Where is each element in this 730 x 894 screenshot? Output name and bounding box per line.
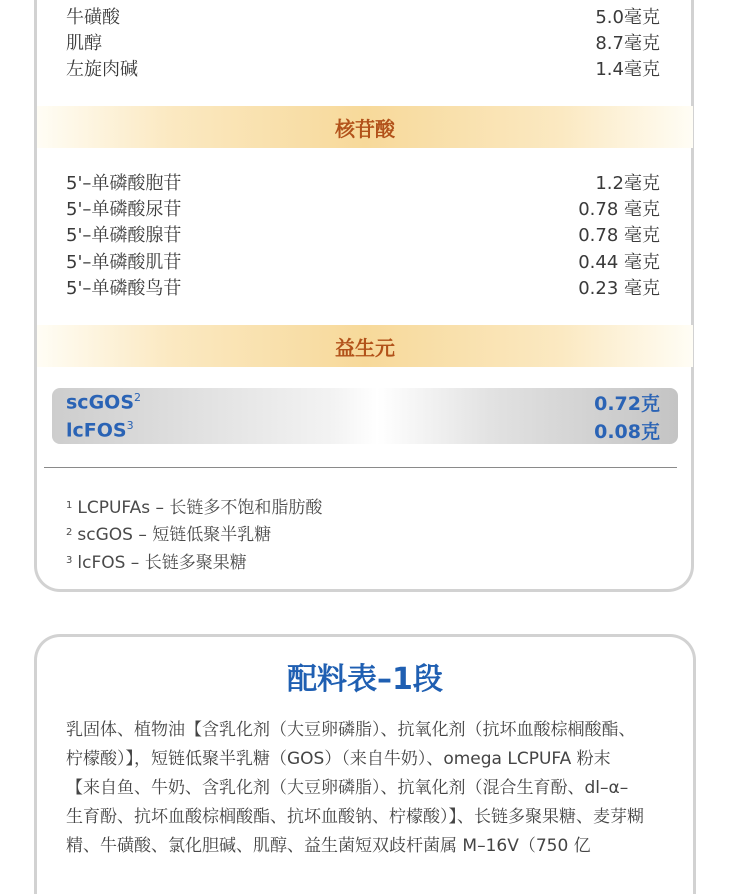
section-header-nucleotides [37, 106, 693, 148]
nutrient-name: 5'–单磷酸腺苷 [66, 225, 182, 246]
section-title: 核苷酸 [335, 116, 395, 141]
nutrient-row-carnitine [66, 55, 660, 81]
ingredients-line: 乳固体、植物油【含乳化剂（大豆卵磷脂）、抗氧化剂（抗坏血酸棕榈酸酯、 [66, 720, 636, 740]
footnote-number: 3 [66, 554, 73, 566]
nucleotide-row [66, 169, 660, 195]
footnote-ref: 2 [134, 390, 142, 404]
footnote-number: 2 [66, 526, 73, 538]
nutrient-value: 0.78 毫克 [578, 199, 660, 220]
nutrient-name: 左旋肉碱 [66, 59, 138, 80]
footnote [66, 493, 322, 517]
ingredients-line: 精、牛磺酸、氯化胆碱、肌醇、益生菌短双歧杆菌属 M–16V（750 亿 [66, 836, 591, 856]
ingredients-line: 柠檬酸）】，短链低聚半乳糖（GOS）（来自牛奶）、omega LCPUFA 粉末 [66, 749, 611, 769]
nucleotide-row [66, 195, 660, 221]
footnote-number: 1 [66, 499, 73, 511]
prebiotic-value: 0.72克 [594, 392, 660, 415]
footnote [66, 548, 247, 572]
prebiotic-name: scGOS$^2$ [66, 390, 142, 414]
ingredients-title: 配料表–1段 [287, 662, 443, 697]
footnote-ref: 3 [126, 418, 134, 432]
nutrient-name: 5'–单磷酸胞苷 [66, 173, 182, 194]
footnote-text: LCPUFAs – 长链多不饱和脂肪酸 [77, 497, 323, 518]
nutrient-name: 5'–单磷酸尿苷 [66, 199, 182, 220]
ingredients-line: 生育酚、抗坏血酸棕榈酸酯、抗坏血酸钠、柠檬酸）】、长链多聚果糖、麦芽糊 [66, 807, 644, 827]
nutrient-value: 1.2毫克 [595, 173, 660, 194]
nutrient-value: 0.44 毫克 [578, 252, 660, 273]
prebiotic-row-lcfos [66, 417, 660, 443]
section-title: 益生元 [335, 335, 395, 360]
ingredients-line: 【来自鱼、牛奶、含乳化剂（大豆卵磷脂）、抗氧化剂（混合生育酚、dl–α– [66, 778, 629, 798]
nutrient-name: 肌醇 [66, 33, 102, 54]
footnote-text: scGOS – 短链低聚半乳糖 [77, 524, 272, 545]
prebiotic-name: lcFOS$^3$ [66, 418, 134, 442]
nucleotide-row [66, 221, 660, 247]
nutrient-value: 5.0毫克 [595, 7, 660, 28]
section-header-prebiotics [37, 325, 693, 367]
nutrient-row-inositol [66, 29, 660, 55]
nutrient-name: 牛磺酸 [66, 7, 120, 28]
nucleotide-row [66, 274, 660, 300]
prebiotic-row-scgos [66, 389, 660, 415]
nutrient-name: 5'–单磷酸鸟苷 [66, 278, 182, 299]
divider [44, 467, 677, 468]
prebiotic-value: 0.08克 [594, 420, 660, 443]
nutrient-value: 0.23 毫克 [578, 278, 660, 299]
nutrient-name: 5'–单磷酸肌苷 [66, 252, 182, 273]
nutrient-row-taurine [66, 3, 660, 29]
ingredients-text [66, 716, 670, 861]
nutrient-value: 8.7毫克 [595, 33, 660, 54]
footnote [66, 520, 271, 544]
nucleotide-row [66, 248, 660, 274]
nutrient-value: 0.78 毫克 [578, 225, 660, 246]
footnote-text: lcFOS – 长链多聚果糖 [77, 552, 247, 573]
nutrient-value: 1.4毫克 [595, 59, 660, 80]
